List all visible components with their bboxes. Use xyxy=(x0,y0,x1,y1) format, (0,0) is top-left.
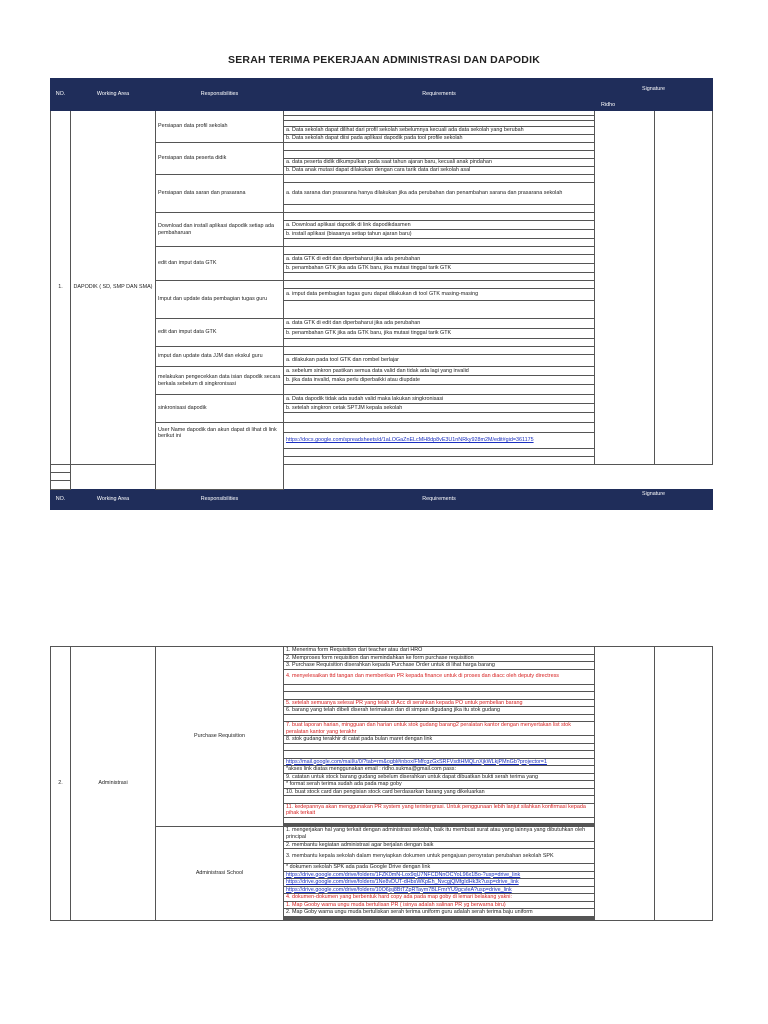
footer-responsibilities: Responsibilities xyxy=(156,490,284,510)
section1-no: 1. xyxy=(51,111,71,465)
header-no: NO. xyxy=(51,79,71,111)
section2-area: Administrasi xyxy=(71,647,156,921)
req-text: a. data peserta didik dikumpulkan pada saat tahun ajaran baru, kecuali anak pindahan xyxy=(284,159,595,167)
pr-line: 9. catatan untuk stock barang gudang sebelum diserahkan untuk dapat dibuatkan bukti serah terima yang xyxy=(284,773,595,781)
header-signature-empty xyxy=(655,100,713,111)
pr-line: 5. setelah semuanya selesai PR yang telah di Acc di serahkan kepada PO untuk pembelian barang xyxy=(284,699,595,707)
page-title: SERAH TERIMA PEKERJAAN ADMINISTRASI DAN DAPODIK xyxy=(228,54,540,66)
header-ridho: Ridho xyxy=(595,100,655,111)
req-text: b. Data anak mutasi dapat dilakukan dengan cara tarik data dari sekolah asal xyxy=(284,167,595,175)
pr-line: 3. Purchase Requisition diserahkan kepada Purchase Order untuk di lihat harga barang xyxy=(284,662,595,670)
section1-resp-8: imput dan update data JJM dan ekskul guru xyxy=(156,347,284,367)
req-text: b. penambahan GTK jika ada GTK baru, jika mutasi tinggal tarik GTK xyxy=(284,264,595,273)
as-line: 3. membantu kepala sekolah dalam menyiapkan dokumen untuk pengajuan peroyratan perubahan sekolah SPK xyxy=(284,849,595,864)
section1-resp-6: Imput dan update data pembagian tugas guru xyxy=(156,281,284,319)
section1-resp-3: Persiapan data saran dan prasarana xyxy=(156,175,284,213)
section1-resp-10: sinkronisasi dapodik xyxy=(156,395,284,423)
req-text: a. Download aplikasi dapodik di link dapodikdasmen xyxy=(284,221,595,230)
section2-resp-as: Administrasi School xyxy=(156,826,284,920)
req-text: b. Data sekolah dapat diisi pada aplikasi dapodik pada tool profile sekolah xyxy=(284,135,595,143)
signature-cell xyxy=(655,111,713,465)
pr-line: *akses link diatas menggunakan email : ridho.sukma@gmail.com pass: xyxy=(284,766,595,774)
pr-line: 6. barang yang telah dibeli diserah terimakan dan di simpan digudang jika itu stok gudang xyxy=(284,707,595,715)
drive-link-1[interactable]: https://drive.google.com/drive/folders/1FZK0mN-Lox9qU7NFCDNnOCYoL96x1Bo-?usp=drive_link xyxy=(284,871,595,879)
drive-link-3[interactable]: https://drive.google.com/drive/folders/10O6jsj8BtTZpRTaym7BLFmrYU9gcvleA?usp=drive_link xyxy=(284,886,595,894)
as-line: * dokumen sekolah SPK ada pada Google Drive dengan link xyxy=(284,864,595,872)
as-line: 2. Map Goby warna ungu muda bertuliskan serah terima uniform guru adalah serah terima baju uniform xyxy=(284,909,595,917)
as-line: 1. mengerjakan hal yang terkait dengan administrasi sekolah, baik itu membuat surat atau yang lainnya yang dibutuhkan oleh principal xyxy=(284,826,595,841)
section1-resp-7: edit dan imput data GTK xyxy=(156,319,284,347)
administrasi-table xyxy=(50,646,713,921)
req-text: a. data GTK di edit dan diperbaharui jika ada perubahan xyxy=(284,319,595,329)
pr-line: 1. Menerima form Requisition dari teacher atau dari HRO xyxy=(284,647,595,655)
footer-working-area: Working Area xyxy=(71,490,156,510)
footer-no: NO. xyxy=(51,490,71,510)
stock-gudang-link[interactable]: https://mail.google.com/mail/u/0/?tab=rm&ogbl#inbox/FMfcgzGxSRFVsdtHMQLnXjkWLkjPMnGb?projector=1 xyxy=(284,758,595,766)
header-requirements: Requirements xyxy=(284,79,595,111)
req-text: b. setelah singkron cetak SPTJM kepala sekolah xyxy=(284,404,595,413)
dapodik-account-link[interactable]: https://docs.google.com/spreadsheets/d/1aLOGaZnELcMH8dp8vE3U1nNRky928m2M/edit#gid=361175 xyxy=(284,433,595,449)
section1-area: DAPODIK ( SD, SMP DAN SMA) xyxy=(71,111,156,465)
section1-resp-11: User Name dapodik dan akun dapat di lihat di link berikut ini xyxy=(156,423,284,490)
signature-ridho-cell xyxy=(595,111,655,465)
header-signature: Signature xyxy=(595,79,713,100)
req-text: b. install aplikasi (biasanya setiap tahun ajaran baru) xyxy=(284,230,595,239)
section1-resp-1: Persiapan data profil sekolah xyxy=(156,111,284,143)
pr-line: 2. Memproses form requisition dan memindahkan ke form purchase requisition xyxy=(284,654,595,662)
section1-resp-2: Persiapan data peserta didik xyxy=(156,143,284,175)
req-text: a. sebelum sinkron pastikan semua data valid dan tidak ada lagi yang invalid xyxy=(284,367,595,376)
footer-signature: Signature xyxy=(595,490,713,500)
req-text: b. jika data invalid, maka perlu diperbaikki atau diupdate xyxy=(284,376,595,385)
drive-link-2[interactable]: https://drive.google.com/drive/folders/1Ne8vDUT-dHbsWKpEh_NvcgjQMfgIdHk3k?usp=drive_link xyxy=(284,879,595,887)
section2-no: 2. xyxy=(51,647,71,921)
signature-ridho-cell-2 xyxy=(595,647,655,921)
pr-line: 11. kedepannya akan menggunakan PR system yang terintergrasi. Untuk penggunaan lebih lanjut silahkan konfirmasi kepada pihak terkait xyxy=(284,803,595,817)
req-text: a. data sarana dan prasarana hanya dilakukan jika ada perubahan dan penambahan sarana dan prasarana sekolah xyxy=(284,183,595,205)
section2-resp-pr: Purchase Requisition xyxy=(156,647,284,827)
as-line: 1. Map Gooby warna ungu muda bertulisan PR ( isinya adalah salinan PR yg berwarna biru) xyxy=(284,901,595,909)
pr-line: 10. buat stock card dan pengisian stock card berdasarkan barang yang dikeluarkan xyxy=(284,788,595,796)
header-responsibilities: Responsibilities xyxy=(156,79,284,111)
signature-cell-2 xyxy=(655,647,713,921)
pr-line: 4. menyelesaikan ttd tangan dan memberikan PR kepada finance untuk di proses dan diacc oleh deputy directress xyxy=(284,669,595,684)
pr-line: 7. buat laporan harian, mingguan dan harian untuk stok gudang barang2 peralatan kantor dengan menyertakan list stok peralatan kantor yang terakhr xyxy=(284,722,595,736)
req-text: b. penambahan GTK jika ada GTK baru, jika mutasi tinggal tarik GTK xyxy=(284,329,595,339)
section1-resp-4: Download dan install aplikasi dapodik setiap ada pembaharuan xyxy=(156,213,284,247)
req-text: a. Data dapodik tidak ada sudah valid maka lakukan singkronisasi xyxy=(284,395,595,404)
req-text: a. imput data pembagian tugas guru dapat dilakukan di tool GTK masing-masing xyxy=(284,289,595,301)
req-text: a. Data sekolah dapat dilihat dari profil sekolah sebelumnya kecuali ada data sekolah yang berubah xyxy=(284,127,595,135)
section1-resp-5: edit dan imput data GTK xyxy=(156,247,284,281)
req-text: a. dilakukan pada tool GTK dan rombel berlajar xyxy=(284,355,595,367)
as-line: 4. dokumen-dokumen yang berbentuk hard copy ada pada map goby di lemari belakang yakni: xyxy=(284,894,595,902)
dapodik-table xyxy=(50,78,713,510)
section1-resp-9: melakukan pengecekkan data isian dapodik secara berkala sebelum di singkronisasi xyxy=(156,367,284,395)
as-line: 2. membantu kegiatan administrasi agar berjalan dengan baik xyxy=(284,841,595,849)
header-working-area: Working Area xyxy=(71,79,156,111)
footer-requirements: Requirements xyxy=(284,490,595,510)
pr-line: 8. stok gudang terakhir di catat pada bulan maret dengan link xyxy=(284,736,595,744)
req-text: a. data GTK di edit dan diperbaharui jika ada perubahan xyxy=(284,255,595,264)
pr-line: * format serah terima sudah ada pada map goby xyxy=(284,781,595,789)
